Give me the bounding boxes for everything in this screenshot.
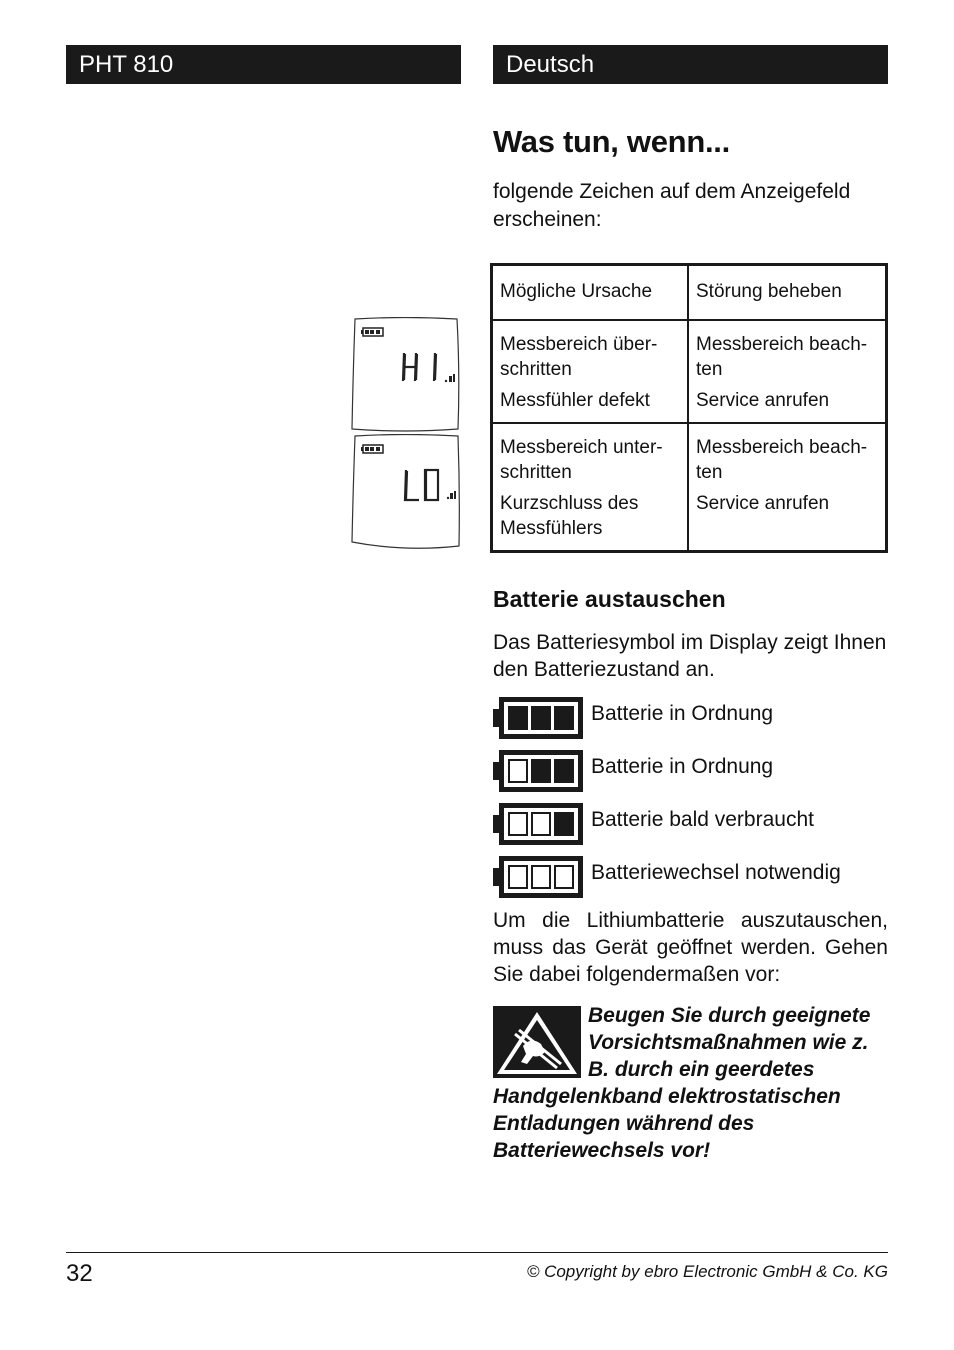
battery-cell [531,865,551,889]
fix-text: Messbereich beach-ten [696,437,868,483]
cause-text: Messbereich über-schritten [500,334,658,380]
replace-instructions-text: Um die Lithiumbatterie auszutauschen, muss das Gerät geöffnet werden. Gehen Sie dabei folgendermaßen vor: [493,909,888,986]
battery-level-row [493,856,888,898]
cause-text: Messbereich unter-schritten [500,437,663,483]
lcd-display-lo [349,434,462,550]
battery-icon [493,856,583,898]
battery-cell [554,759,574,783]
cause-text: Messfühler defekt [500,390,650,411]
battery-level-label: Batterie bald verbraucht [591,808,814,831]
battery-cell [508,706,528,730]
fix-text: Messbereich beach-ten [696,334,868,380]
table-row [492,320,887,423]
copyright-text: © Copyright by ebro Electronic GmbH & Co. KG [526,1262,888,1281]
footer-divider [66,1252,888,1253]
battery-cell [554,812,574,836]
battery-cell [508,865,528,889]
battery-intro-text: Das Batteriesymbol im Display zeigt Ihnen den Batteriezustand an. [493,631,887,681]
battery-level-label: Batterie in Ordnung [591,702,774,725]
battery-level-label: Batteriewechsel notwendig [591,861,841,884]
battery-cell [508,812,528,836]
troubleshooting-table [490,263,888,553]
lcd-display-hi [349,317,462,433]
battery-level-row [493,803,888,845]
product-header: PHT 810 [66,45,461,84]
page-title: Was tun, wenn... [493,124,730,159]
warning-text: Beugen Sie durch geeignete Vorsichtsmaßnahmen wie z. B. durch ein geerdetes Handgelenkband elektrostatischen Entladungen während des Batteriewechsels vor! [493,1004,871,1162]
battery-level-label: Batterie in Ordnung [591,755,774,778]
table-header-fix: Störung beheben [688,265,887,321]
battery-icon [493,697,583,739]
battery-cell [508,759,528,783]
esd-warning-text [493,1002,888,1164]
fix-text: Service anrufen [696,390,830,411]
battery-cell [531,812,551,836]
intro-text: folgende Zeichen auf dem Anzeigefeld erscheinen: [493,180,851,231]
battery-cell [531,706,551,730]
section-heading: Batterie austauschen [493,586,726,612]
battery-level-row [493,697,888,739]
fix-text: Service anrufen [696,493,830,514]
battery-cell [531,759,551,783]
table-header-cause: Mögliche Ursache [492,265,689,321]
battery-cell [554,865,574,889]
battery-level-row [493,750,888,792]
cause-text: Kurzschluss des Messfühlers [500,493,639,539]
battery-icon [493,803,583,845]
page-number: 32 [66,1260,93,1287]
battery-icon [493,750,583,792]
language-header: Deutsch [493,45,888,84]
battery-cell [554,706,574,730]
table-row [492,423,887,552]
